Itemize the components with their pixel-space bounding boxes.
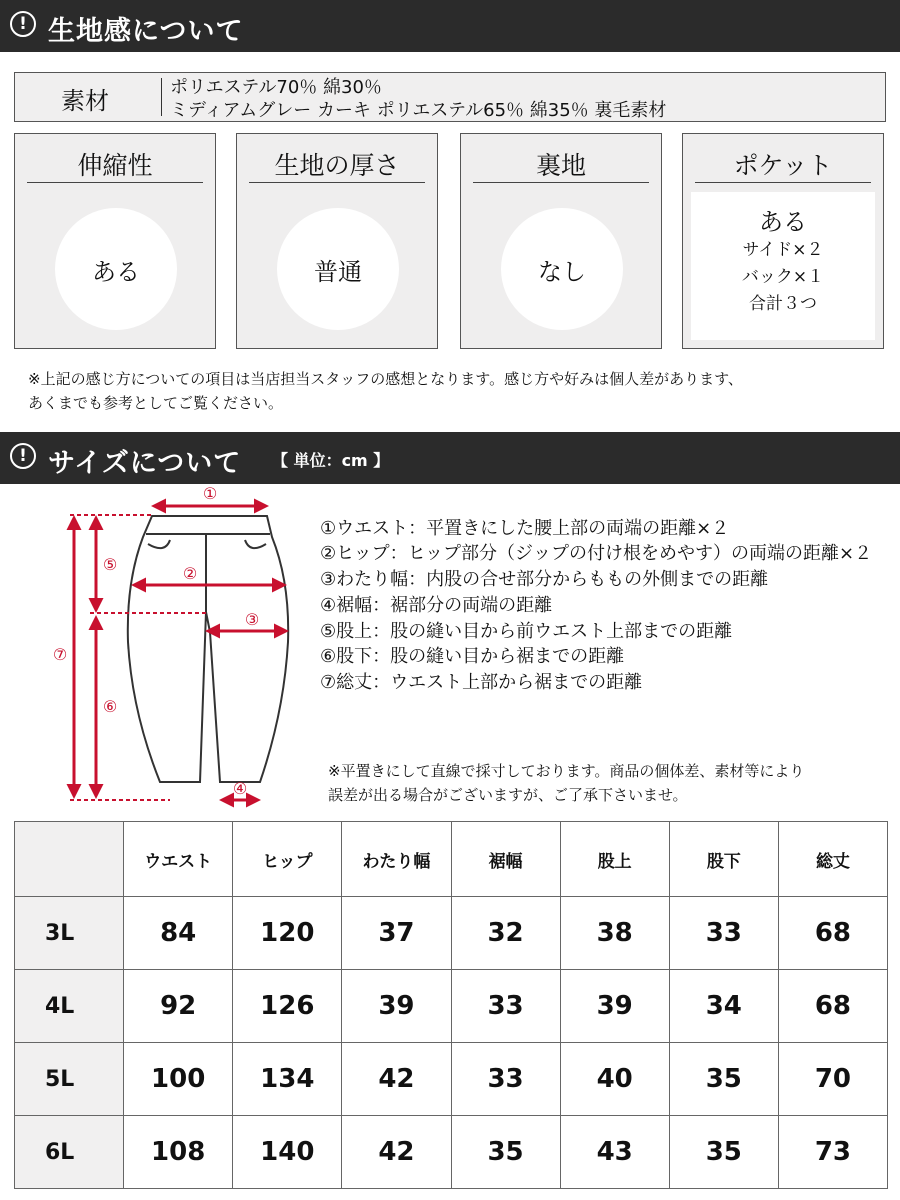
row-size-label: 5L [15, 1043, 124, 1116]
legend-thigh: ③わたり幅：内股の合せ部分からももの外側までの距離 [320, 569, 769, 590]
feature-value: なし [501, 208, 623, 330]
size-section-header [0, 432, 900, 484]
marker-hip: ② [182, 564, 198, 583]
feature-card-pocket [682, 133, 884, 349]
table-cell: 70 [778, 1043, 887, 1116]
table-cell: 126 [233, 970, 342, 1043]
exclamation-icon: ! [10, 443, 36, 469]
fabric-note-line-1: ※上記の感じ方についての項目は当店担当スタッフの感想となります。感じ方や好みは個人差があります、 [28, 370, 743, 388]
table-cell: 35 [451, 1116, 560, 1189]
pants-measurement-diagram [40, 482, 310, 812]
column-header-hem: 裾幅 [451, 822, 560, 897]
feature-value: 普通 [277, 208, 399, 330]
table-cell: 43 [560, 1116, 669, 1189]
table-cell: 108 [124, 1116, 233, 1189]
table-header-row [15, 822, 888, 897]
table-cell: 42 [342, 1116, 451, 1189]
table-cell: 84 [124, 897, 233, 970]
feature-title: 生地の厚さ [274, 151, 400, 180]
fabric-section-title: 生地感について [48, 16, 244, 47]
feature-divider [473, 182, 649, 183]
measure-note-line-1: ※平置きにして直線で採寸しております。商品の個体差、素材等により [328, 762, 805, 780]
legend-rise: ⑤股上：股の縫い目から前ウエスト上部までの距離 [320, 621, 733, 642]
pocket-detail: サイド×２ [742, 240, 824, 260]
table-cell: 73 [778, 1116, 887, 1189]
guide-lines [70, 515, 206, 800]
material-line-1: ポリエステル70％ 綿30％ [170, 77, 382, 98]
table-cell: 35 [669, 1043, 778, 1116]
table-row [15, 1043, 888, 1116]
table-cell: 34 [669, 970, 778, 1043]
table-cell: 33 [669, 897, 778, 970]
legend-inseam: ⑥股下：股の縫い目から裾までの距離 [320, 646, 625, 667]
measure-note-line-2: 誤差が出る場合がございますが、ご了承下さいませ。 [328, 786, 688, 804]
feature-divider [695, 182, 871, 183]
table-cell: 120 [233, 897, 342, 970]
feature-card-stretch [14, 133, 216, 349]
row-size-label: 6L [15, 1116, 124, 1189]
fabric-section-header [0, 0, 900, 52]
fabric-note-line-2: あくまでも参考としてご覧ください。 [28, 394, 284, 412]
unit-label: 【 単位：cm 】 [272, 451, 390, 470]
table-cell: 92 [124, 970, 233, 1043]
column-header-inseam: 股下 [669, 822, 778, 897]
material-box [14, 72, 886, 122]
column-header-rise: 股上 [560, 822, 669, 897]
table-cell: 68 [778, 970, 887, 1043]
measure-arrows [74, 506, 286, 800]
feature-value: ある [759, 208, 807, 236]
pants-outline [128, 516, 288, 782]
feature-card-thickness [236, 133, 438, 349]
table-corner-cell [15, 822, 124, 897]
exclamation-icon: ! [10, 11, 36, 37]
feature-divider [27, 182, 203, 183]
legend-waist: ①ウエスト：平置きにした腰上部の両端の距離×２ [320, 518, 730, 539]
table-cell: 32 [451, 897, 560, 970]
table-cell: 39 [560, 970, 669, 1043]
table-cell: 100 [124, 1043, 233, 1116]
table-cell: 33 [451, 1043, 560, 1116]
table-cell: 40 [560, 1043, 669, 1116]
feature-title: 裏地 [535, 151, 586, 180]
column-header-thigh: わたり幅 [342, 822, 451, 897]
table-cell: 37 [342, 897, 451, 970]
pocket-panel [691, 192, 875, 340]
table-cell: 38 [560, 897, 669, 970]
marker-thigh: ③ [244, 610, 260, 629]
table-cell: 68 [778, 897, 887, 970]
legend-hip: ②ヒップ：ヒップ部分（ジップの付け根をめやす）の両端の距離×２ [320, 543, 873, 564]
column-header-waist: ウエスト [124, 822, 233, 897]
size-table [14, 821, 888, 1189]
feature-title: ポケット [733, 151, 833, 180]
pocket-detail: 合計３つ [749, 294, 817, 314]
table-cell: 35 [669, 1116, 778, 1189]
table-row [15, 970, 888, 1043]
marker-rise: ⑤ [102, 555, 118, 574]
marker-inseam: ⑥ [102, 697, 118, 716]
marker-waist: ① [202, 484, 218, 503]
marker-hem: ④ [232, 779, 248, 798]
column-header-hip: ヒップ [233, 822, 342, 897]
row-size-label: 4L [15, 970, 124, 1043]
feature-divider [249, 182, 425, 183]
marker-length: ⑦ [52, 645, 68, 664]
feature-title: 伸縮性 [77, 151, 153, 180]
legend-length: ⑦総丈：ウエスト上部から裾までの距離 [320, 672, 643, 693]
material-divider [161, 78, 162, 116]
table-row [15, 1116, 888, 1189]
row-size-label: 3L [15, 897, 124, 970]
table-cell: 140 [233, 1116, 342, 1189]
size-section-title: サイズについて [48, 448, 242, 479]
feature-value: ある [55, 208, 177, 330]
column-header-length: 総丈 [778, 822, 887, 897]
table-row [15, 897, 888, 970]
legend-hem: ④裾幅：裾部分の両端の距離 [320, 595, 553, 616]
table-cell: 33 [451, 970, 560, 1043]
table-cell: 39 [342, 970, 451, 1043]
material-label: 素材 [61, 87, 109, 115]
table-cell: 134 [233, 1043, 342, 1116]
table-cell: 42 [342, 1043, 451, 1116]
material-line-2: ミディアムグレー カーキ ポリエステル65％ 綿35％ 裏毛素材 [170, 100, 667, 121]
feature-card-lining [460, 133, 662, 349]
pocket-detail: バック×１ [741, 267, 825, 287]
